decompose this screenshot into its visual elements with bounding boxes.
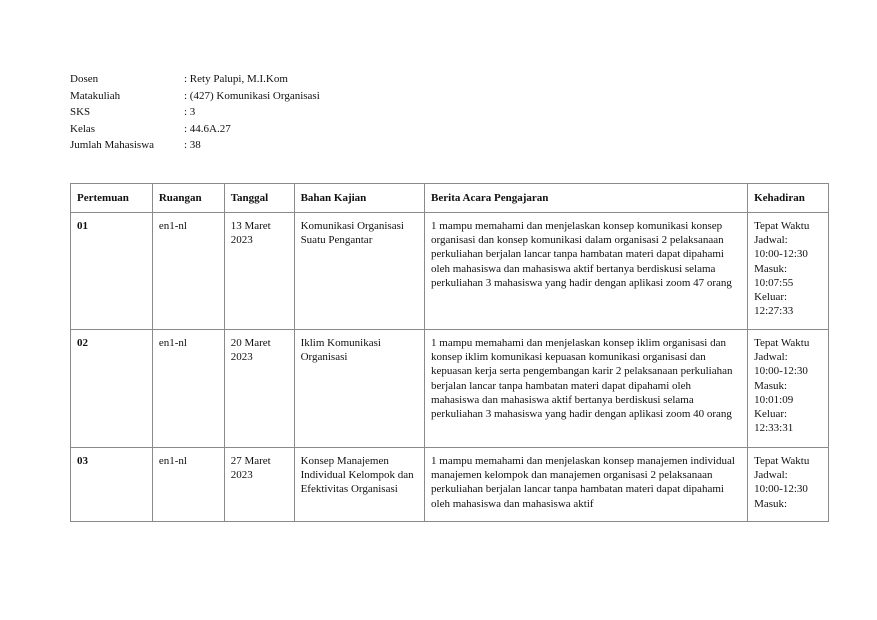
kehadiran-masuk-value: 10:07:55 (754, 276, 794, 289)
header-kehadiran: Kehadiran (748, 184, 829, 213)
header-berita-acara: Berita Acara Pengajaran (425, 184, 748, 213)
kehadiran-status: Tepat Waktu (754, 337, 810, 349)
info-label: Dosen (70, 73, 99, 85)
cell-tanggal: 20 Maret 2023 (224, 330, 294, 448)
cell-pertemuan: 01 (71, 213, 153, 330)
kehadiran-keluar-label: Keluar: (754, 291, 788, 304)
cell-kehadiran (748, 448, 829, 522)
kehadiran-jadwal-value: 10:00-12:30 (754, 248, 808, 261)
header-bahan-kajian: Bahan Kajian (294, 184, 424, 213)
info-value: : Rety Palupi, M.I.Kom (184, 73, 288, 85)
cell-bahan-kajian: Iklim Komunikasi Organisasi (294, 330, 424, 448)
cell-berita-acara: 1 mampu memahami dan menjelaskan konsep iklim organisasi dan konsep iklim komunikasi kepuasan komunikasi organisasi dan kepuasan kerja serta pengembangan karir 2 pelaksanaan perkuliahan berjalan lancar tanpa hambatan materi dapat dipahami oleh mahasiswa dan mahasiswa aktif bertanya berdiskusi selama perkuliahan 3 mahasiswa yang hadir dengan aplikasi zoom 40 orang (425, 330, 748, 448)
table-row (71, 213, 829, 330)
kehadiran-jadwal-value: 10:00-12:30 (754, 483, 808, 496)
cell-berita-acara: 1 mampu memahami dan menjelaskan konsep komunikasi konsep organisasi dan konsep komunikasi dalam organisasi 2 pelaksanaan perkuliahan berjalan lancar tanpa hambatan materi dapat dipahami oleh mahasiswa dan mahasiswa aktif bertanya berdiskusi selama perkuliahan 3 mahasiswa yang hadir dengan aplikasi zoom 47 orang (425, 213, 748, 330)
cell-tanggal: 13 Maret 2023 (224, 213, 294, 330)
info-row-matakuliah (70, 88, 320, 105)
cell-kehadiran (748, 213, 829, 330)
cell-tanggal: 27 Maret 2023 (224, 448, 294, 522)
info-value: : (427) Komunikasi Organisasi (184, 89, 320, 102)
header-tanggal: Tanggal (224, 184, 294, 213)
kehadiran-masuk-label: Masuk: (754, 379, 788, 392)
table-header-row (71, 184, 829, 213)
kehadiran-keluar-value: 12:33:31 (754, 422, 794, 435)
kehadiran-jadwal-label: Jadwal: (754, 234, 788, 247)
kehadiran-keluar-label: Keluar: (754, 408, 788, 421)
cell-pertemuan: 02 (71, 330, 153, 448)
info-value: : 3 (184, 106, 196, 118)
header-ruangan: Ruangan (152, 184, 224, 213)
kehadiran-masuk-label: Masuk: (754, 497, 788, 510)
info-row-kelas (70, 121, 320, 138)
info-row-dosen (70, 71, 320, 88)
info-value: : 38 (184, 139, 201, 151)
info-label: Kelas (70, 122, 96, 135)
kehadiran-status: Tepat Waktu (754, 455, 810, 467)
table-row (71, 330, 829, 448)
cell-ruangan: en1-nl (152, 448, 224, 522)
info-row-jumlah-mahasiswa (70, 137, 320, 154)
course-info (70, 71, 320, 154)
cell-ruangan: en1-nl (152, 213, 224, 330)
kehadiran-jadwal-label: Jadwal: (754, 351, 788, 364)
table-row (71, 448, 829, 522)
kehadiran-jadwal-value: 10:00-12:30 (754, 365, 808, 378)
cell-ruangan: en1-nl (152, 330, 224, 448)
kehadiran-masuk-value: 10:01:09 (754, 393, 794, 406)
teaching-report-table (70, 183, 829, 522)
cell-pertemuan: 03 (71, 448, 153, 522)
kehadiran-keluar-value: 12:27:33 (754, 305, 794, 318)
kehadiran-status: Tepat Waktu (754, 220, 810, 232)
info-label: Matakuliah (70, 89, 121, 102)
cell-bahan-kajian: Komunikasi Organisasi Suatu Pengantar (294, 213, 424, 330)
kehadiran-masuk-label: Masuk: (754, 262, 788, 275)
cell-bahan-kajian: Konsep Manajemen Individual Kelompok dan Efektivitas Organisasi (294, 448, 424, 522)
info-label: SKS (70, 106, 91, 118)
header-pertemuan: Pertemuan (71, 184, 153, 213)
cell-kehadiran (748, 330, 829, 448)
kehadiran-jadwal-label: Jadwal: (754, 469, 788, 482)
info-label: Jumlah Mahasiswa (70, 139, 155, 151)
cell-berita-acara: 1 mampu memahami dan menjelaskan konsep manajemen individual manajemen kelompok dan manajemen organisasi 2 pelaksanaan perkuliahan berjalan lancar tanpa hambatan materi dapat dipahami oleh mahasiswa dan mahasiswa aktif (425, 448, 748, 522)
info-value: : 44.6A.27 (184, 122, 231, 135)
info-row-sks (70, 104, 320, 121)
